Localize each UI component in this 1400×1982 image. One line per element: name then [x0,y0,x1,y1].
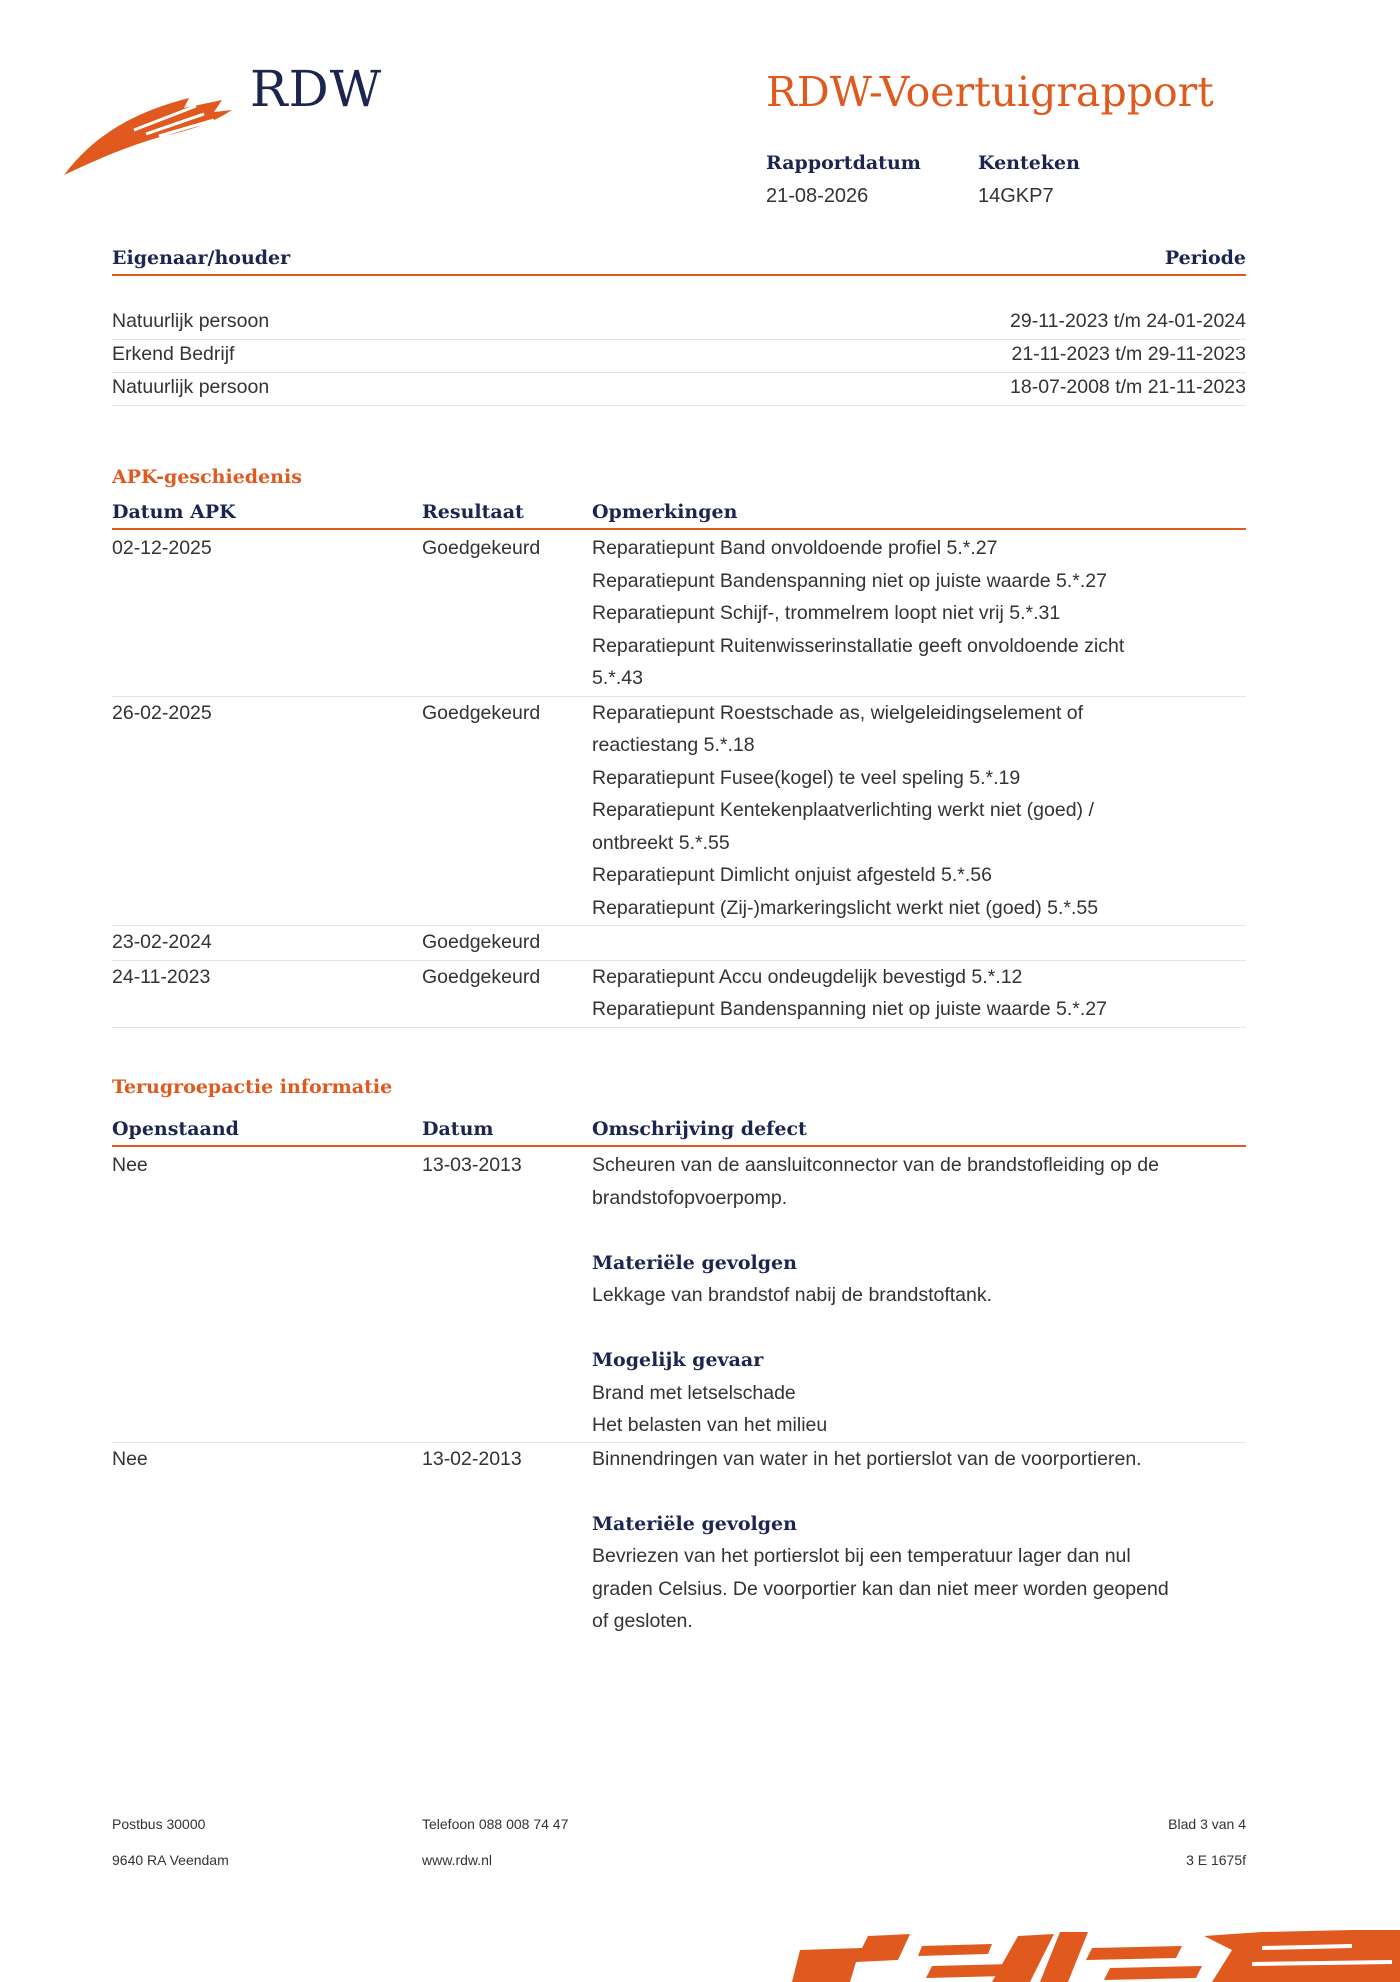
apk-date: 23-02-2024 [112,931,212,953]
spacer [592,1475,1212,1508]
spacer [592,1214,1212,1247]
apk-table-header [112,498,1246,530]
table-row [112,532,1246,697]
recall-table [112,1149,1246,1638]
remark-line: Reparatiepunt Roestschade as, wielgeleidingselement of [592,701,1084,724]
owner-period: 29-11-2023 t/m 24-01-2024 [1010,310,1246,332]
remark-line: Reparatiepunt Accu ondeugdelijk bevestigd 5.*.12 [592,965,1023,988]
remark-line: Reparatiepunt Schijf-, trommelrem loopt niet vrij 5.*.31 [592,602,1061,624]
footer-page-number: Blad 3 van 4 [1168,1816,1246,1832]
danger-line: Brand met letselschade [592,1381,796,1404]
danger-label: Mogelijk gevaar [592,1349,764,1371]
footer-address-line2: 9640 RA Veendam [112,1852,229,1868]
owner-period: 18-07-2008 t/m 21-11-2023 [1010,376,1246,398]
remark-line: Reparatiepunt Bandenspanning niet op juiste waarde 5.*.27 [592,569,1107,592]
apk-date: 24-11-2023 [112,965,211,988]
apk-date: 02-12-2025 [112,537,212,559]
owners-header [112,244,1246,276]
apk-result: Goedgekeurd [422,965,541,988]
rdw-stripes-graphic [792,1926,1400,1982]
footer-website: www.rdw.nl [422,1852,493,1868]
recall-open: Nee [112,1154,148,1176]
owner-type: Erkend Bedrijf [112,343,235,365]
recall-description [592,1149,1212,1442]
apk-remarks [592,961,1212,1026]
defect-line: Binnendringen van water in het portierslot van de voorportieren. [592,1447,1142,1470]
consequence-line: Lekkage van brandstof nabij de brandstoftank. [592,1284,993,1306]
footer-phone: Telefoon 088 008 74 47 [422,1816,569,1832]
defect-line: Scheuren van de aansluitconnector van de brandstofleiding op de [592,1154,1159,1176]
recall-header-open: Openstaand [112,1118,239,1140]
apk-table [112,532,1246,1028]
remark-line: Reparatiepunt Ruitenwisserinstallatie geeft onvoldoende zicht [592,634,1125,657]
apk-result: Goedgekeurd [422,931,541,953]
consequences-label: Materiële gevolgen [592,1512,797,1535]
remark-line: Reparatiepunt Dimlicht onjuist afgesteld 5.*.56 [592,864,992,886]
recall-date: 13-02-2013 [422,1447,522,1470]
consequence-line: graden Celsius. De voorportier kan dan niet meer worden geopend [592,1577,1169,1600]
recall-section-title: Terugroepactie informatie [112,1076,393,1098]
license-plate-label: Kenteken [978,152,1080,174]
footer-address-line1: Postbus 30000 [112,1816,206,1832]
apk-date: 26-02-2025 [112,701,212,724]
recall-description [592,1443,1212,1638]
owner-row [112,373,1246,406]
apk-result: Goedgekeurd [422,701,541,724]
footer-document-code: 3 E 1675f [1186,1852,1246,1868]
apk-header-result: Resultaat [422,501,524,523]
table-row [112,697,1246,927]
remark-line: ontbreekt 5.*.55 [592,831,730,854]
owners-list [112,307,1246,406]
report-date-value: 21-08-2026 [766,185,869,207]
owner-period: 21-11-2023 t/m 29-11-2023 [1011,343,1246,365]
remark-line: Reparatiepunt Fusee(kogel) te veel speling 5.*.19 [592,766,1021,789]
owner-row [112,307,1246,340]
apk-section-title: APK-geschiedenis [112,466,302,488]
recall-header-defect: Omschrijving defect [592,1118,807,1140]
recall-header-date: Datum [422,1118,494,1140]
apk-result: Goedgekeurd [422,537,541,559]
apk-remarks [592,532,1212,695]
apk-header-remarks: Opmerkingen [592,501,738,523]
license-plate-value: 14GKP7 [978,185,1054,207]
rdw-logo-icon [64,90,232,180]
consequence-line: of gesloten. [592,1610,693,1632]
remark-line: Reparatiepunt Band onvoldoende profiel 5.*.27 [592,537,998,559]
license-plate [978,152,1080,208]
owner-row [112,340,1246,373]
apk-remarks [592,697,1212,925]
danger-line: Het belasten van het milieu [592,1414,828,1436]
owners-header-period: Periode [1164,247,1246,269]
owner-type: Natuurlijk persoon [112,376,270,398]
remark-line: Reparatiepunt Bandenspanning niet op juiste waarde 5.*.27 [592,998,1107,1020]
report-title: RDW-Voertuigrapport [766,68,1214,116]
report-date [766,152,921,208]
remark-line: Reparatiepunt Kentekenplaatverlichting werkt niet (goed) / [592,799,1094,821]
remark-line: Reparatiepunt (Zij-)markeringslicht werkt niet (goed) 5.*.55 [592,896,1099,919]
recall-open: Nee [112,1447,148,1470]
table-row [112,961,1246,1028]
recall-table-header [112,1115,1246,1147]
remark-line: 5.*.43 [592,667,643,689]
table-row [112,1149,1246,1443]
table-row [112,1443,1246,1638]
table-row [112,926,1246,961]
defect-line: brandstofopvoerpomp. [592,1186,788,1209]
consequence-line: Bevriezen van het portierslot bij een temperatuur lager dan nul [592,1545,1131,1567]
spacer [592,1312,1212,1345]
remark-line: reactiestang 5.*.18 [592,734,755,756]
consequences-label: Materiële gevolgen [592,1251,797,1274]
report-date-label: Rapportdatum [766,152,921,174]
logo-text: RDW [250,60,383,118]
owner-type: Natuurlijk persoon [112,310,270,332]
owners-header-owner: Eigenaar/houder [112,247,291,269]
recall-date: 13-03-2013 [422,1154,522,1176]
apk-header-date: Datum APK [112,501,236,523]
